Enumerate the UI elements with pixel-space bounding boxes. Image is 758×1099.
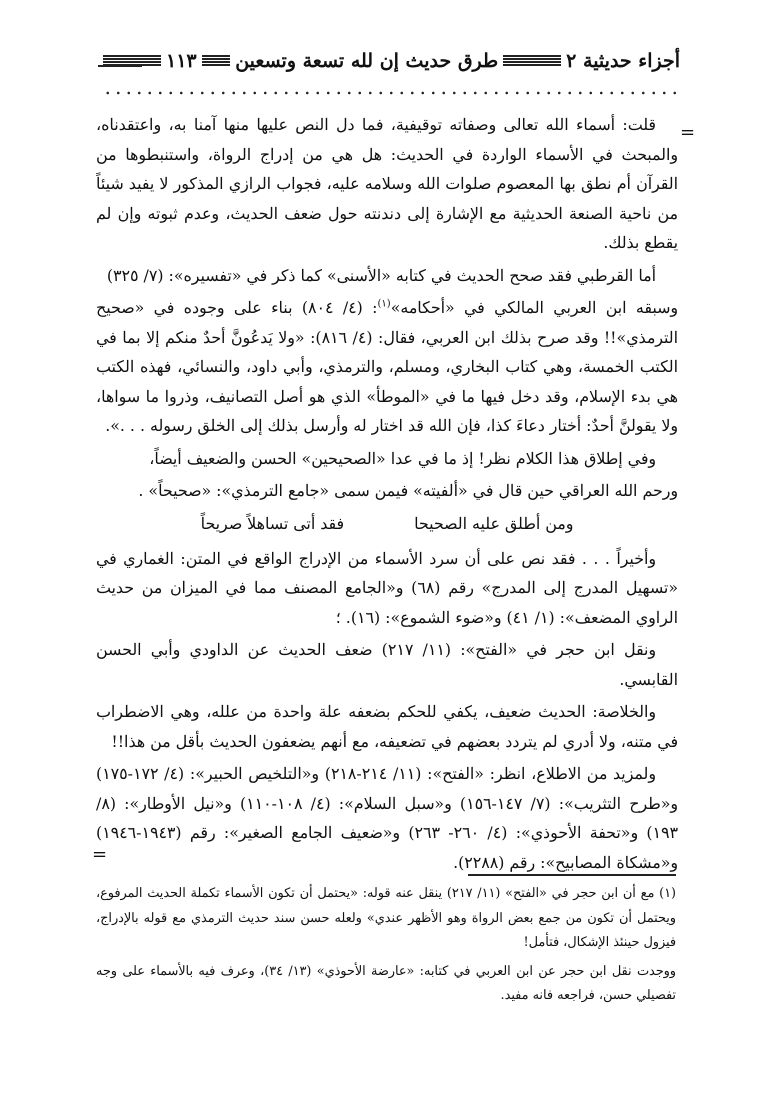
header-chapter-title: طرق حديث إن لله تسعة وتسعين [235,50,499,72]
paragraph: قلت: أسماء الله تعالى وصفاته توقيفية، فما دل النص عليها منها آمنا به، واعتقدناه، والمبحث في الأسماء الواردة في الحديث: هل هي من إدراج الرواة، واستنبطوها من القرآن أم نطق بها المعصوم صلوات الله وسلامه عليه، فجواب الرازي المذكور لا يفيد شيئاً من ناحية الصنعة الحديثية مع الإشارة إلى دندنته حول ضعف الحديث، وعدم ثبوته وإن لم يقطع بذلك. [96,115,678,252]
main-text [96,110,678,880]
footnote: (١) مع أن ابن حجر في «الفتح» (١١/ ٢١٧) ينقل عنه قوله: «يحتمل أن تكون الأسماء تكملة الحديث المرفوع، ويحتمل أن تكون من جمع بعض الرواة وهو الأظهر عندي» ولعله حسن سند حديث الترمذي مع قوله بالإدراج، فيزول حينئذ الإشكال، فتأمل! [96,886,676,950]
footnote-rule [468,874,676,876]
verse-hemistich-second: فقد أتى تساهلاً صريحاً [200,513,345,533]
paragraph: ونقل ابن حجر في «الفتح»: (١١/ ٢١٧) ضعف الحديث عن الداودي وأبي الحسن القابسي. [96,640,678,689]
paragraph: ولمزيد من الاطلاع، انظر: «الفتح»: (١١/ ٢١٤-٢١٨) و«التلخيص الحبير»: (٤/ ١٧٢-١٧٥) و«طرح التثريب»: (٧/ ١٤٧-١٥٦) و«سبل السلام»: (٤/ ١٠٨-١١٠) و«نيل الأوطار»: (٨/ ١٩٣) و«تحفة الأحوذي»: (٤/ ٢٦٠- ٢٦٣) و«ضعيف الجامع الصغير»: رقم (١٩٤٣-١٩٤٦) و«مشكاة المصابيح»: رقم (٢٢٨٨). [96,764,679,872]
paragraph-text: وسبقه ابن العربي المالكي في «أحكامه» [390,298,678,317]
header-book-title: أجزاء حديثية ٢ [566,50,680,72]
paragraph: وأخيراً . . . فقد نص على أن سرد الأسماء من الإدراج الواقع في المتن: الغماري في «تسهيل المدرج إلى المدرج» رقم (٦٨) و«الجامع المصنف مما في الميزان من حديث الراوي المضعف»: (١/ ٤١) و«ضوء الشموع»: (١٦). ؛ [96,548,678,627]
poem-verse [96,509,678,538]
header-rule-tail [98,65,142,67]
paragraph [96,293,678,441]
page-number: ١١٣ [166,50,197,72]
continuation-mark-bottom: = [92,844,108,865]
paragraph-text: : (٤/ ٨٠٤) بناء على وجوده في «صحيح الترمذي»!! وقد صرح بذلك ابن العربي، فقال: (٤/ ٨١٦): «ولا يَدعُونَّ أحدٌ منكم إلا بما في الكتب الخمسة، وهي كتاب البخاري، ومسلم، والترمذي، وأبي داود، والنسائي، فهذه الكتب هي بدء الإسلام، وقد دخل فيها ما في «الموطأ» الذي هو أصل التصانيف، وذروا ما سواها، ولا يقولنَّ أحدٌ: أختار دعاءَ كذا، فإن الله قد اختار له وأرسل بذلك إلى الخلق رسوله . . .». [96,298,678,435]
paragraph: وفي إطلاق هذا الكلام نظر! إذ ما في عدا «الصحيحين» الحسن والضعيف أيضاً، [149,448,656,468]
verse-hemistich-first: ومن أطلق عليه الصحيحا [414,513,574,533]
dotted-separator [104,87,680,99]
paragraph: ورحم الله العراقي حين قال في «ألفيته» فيمن سمى «جامع الترمذي»: «صحيحاً» . [138,481,678,500]
paragraph: والخلاصة: الحديث ضعيف، يكفي للحكم بضعفه علة واحدة من علله، وهي الاضطراب في متنه، ولا أدري لم يتردد بعضهم في تضعيفه، مع أنهم يضعفون الحديث بأقل من هذا!! [96,702,678,751]
running-header [98,44,680,78]
footnotes [96,882,676,1013]
paragraph: أما القرطبي فقد صحح الحديث في كتابه «الأسنى» كما ذكر في «تفسيره»: (٧/ ٣٢٥) [106,265,656,285]
footnote: ووجدت نقل ابن حجر عن ابن العربي في كتابه: «عارضة الأحوذي» (١٣/ ٣٤)، وعرف فيه بالأسماء على وجه تفصيلي حسن، فراجعه فانه مفيد. [96,963,676,1003]
continuation-mark-top: = [680,122,696,143]
footnote-marker: (١) [377,298,391,310]
header-rule [503,55,561,67]
header-rule [202,55,231,67]
